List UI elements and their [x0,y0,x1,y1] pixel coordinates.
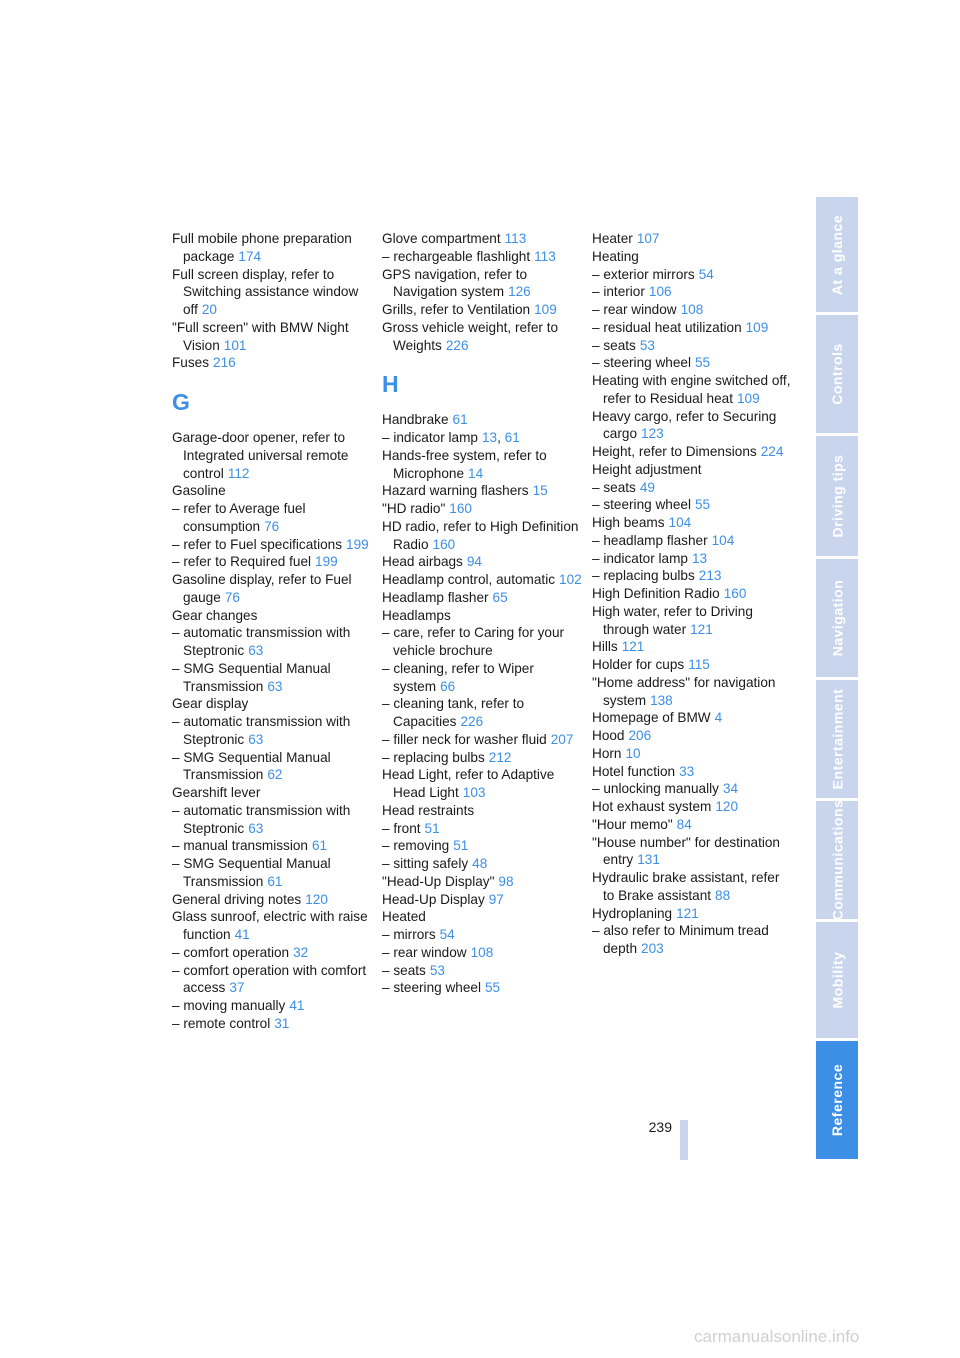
entry-text: – steering wheel [592,355,691,371]
entry-text: Heating with engine switched off, refer to Residual heat [592,373,791,406]
page-link[interactable]: 41 [289,998,305,1013]
index-entry [592,798,792,816]
page-link[interactable]: 13 [481,430,498,445]
page-link[interactable]: 213 [698,568,722,584]
entry-text: – rear window [382,944,467,960]
page-link[interactable]: 131 [637,852,660,868]
index-entry [382,731,582,749]
tab-label: Navigation [829,579,846,657]
entry-text: Hydraulic brake assistant, refer to Brake assistant [592,870,780,903]
index-entry [592,266,792,284]
page-link[interactable]: 160 [449,501,472,516]
entry-text: – replacing bulbs [382,749,485,765]
entry-text: – removing [382,838,450,854]
entry-text: Fuses [172,355,210,371]
page-link[interactable]: 53 [639,337,655,353]
page-link[interactable]: 15 [532,483,548,499]
page-number: 239 [648,1119,672,1135]
page-link[interactable]: 207 [550,731,574,747]
page-link[interactable]: 224 [760,444,784,459]
index-entry [172,837,372,855]
entry-text: GPS navigation, refer to Navigation system [382,266,528,300]
index-entry [592,638,792,656]
entry-text: – seats [592,479,636,495]
index-entry [382,447,582,483]
index-entry [592,763,792,781]
index-entry [382,411,582,429]
page-link[interactable]: 174 [238,248,262,264]
page-link[interactable]: 102 [559,572,582,587]
page-link[interactable]: 206 [628,728,652,743]
index-entry [592,834,792,870]
page-link[interactable]: 203 [641,941,664,956]
page-link[interactable]: 138 [650,692,673,708]
index-entry [592,461,792,479]
entry-text: Hot exhaust system [592,799,712,814]
tab-entertainment[interactable] [816,680,858,798]
page-link[interactable]: 123 [641,426,664,442]
page-link[interactable]: 126 [508,284,531,300]
index-entry [382,589,582,607]
entry-text: – headlamp flasher [592,532,708,548]
entry-text: – interior [592,284,645,300]
index-entry [382,802,582,820]
page-link[interactable]: 63 [248,731,264,747]
index-entry [592,550,792,568]
entry-text: "HD radio" [382,501,446,516]
page-link[interactable]: 65 [492,589,508,605]
page-link[interactable]: 66 [440,678,456,694]
entry-text: – unlocking manually [592,781,719,797]
page-link[interactable]: 121 [621,639,645,655]
index-entry [382,962,582,980]
index-entry [382,248,582,266]
page-link[interactable]: 20 [201,302,217,317]
entry-text: – manual transmission [172,838,308,854]
index-entry [382,429,582,447]
page-link[interactable]: 76 [264,518,280,534]
page-link[interactable]: 212 [488,749,512,765]
page-link[interactable]: 55 [695,497,711,513]
entry-text: Heating [592,248,639,264]
page-link[interactable]: 84 [676,816,692,832]
index-entry [172,891,372,909]
entry-text: Gasoline [172,483,226,499]
index-entry [172,266,372,319]
index-entry [172,802,372,838]
index-entry [382,873,582,891]
index-entry [172,536,372,554]
index-entry [382,301,582,319]
entry-text: Hands-free system, refer to Microphone [382,447,547,481]
entry-text: – refer to Fuel specifications [172,536,343,552]
entry-text: Glass sunroof, electric with raise function [172,909,368,942]
page-link[interactable]: 108 [680,302,704,317]
index-entry [592,301,792,319]
entry-text: – sitting safely [382,856,469,871]
index-entry [592,674,792,710]
entry-text: Full screen display, refer to Switching assistance window off [172,266,359,317]
entry-text: – rechargeable flashlight [382,248,531,264]
index-entry [592,656,792,674]
index-column-2 [382,230,582,997]
index-entry [382,979,582,997]
entry-text: Handbrake [382,412,449,428]
entry-text: Glove compartment [382,231,501,246]
entry-text: – automatic transmission with Steptronic [172,625,351,658]
index-entry [172,713,372,749]
entry-text: – replacing bulbs [592,568,695,584]
page-link[interactable]: 106 [648,284,672,300]
entry-text: HD radio, refer to High Definition Radio [382,518,579,552]
entry-text: Heavy cargo, refer to Securing cargo [592,408,777,442]
entry-text: – seats [382,962,426,978]
page-link[interactable]: 101 [223,337,247,353]
tab-reference[interactable] [816,1041,858,1159]
index-entry [382,855,582,873]
entry-text: Holder for cups [592,657,685,672]
index-entry [592,408,792,444]
page-link[interactable]: 54 [439,927,455,942]
index-entry [382,500,582,518]
page-separator: , [497,430,505,445]
index-entry [592,514,792,532]
page-link[interactable]: 63 [248,820,264,836]
entry-text: "Head-Up Display" [382,873,495,889]
entry-text: Gear display [172,696,249,712]
page-link[interactable]: 4 [714,710,723,726]
index-entry [172,553,372,571]
page-link[interactable]: 32 [293,944,309,960]
index-entry [172,319,372,355]
page-link[interactable]: 94 [466,554,482,570]
entry-text: – refer to Required fuel [172,554,312,570]
entry-text: "Full screen" with BMW Night Vision [172,319,349,353]
entry-text: Head airbags [382,554,463,570]
tab-label: Driving tips [829,454,846,538]
page-number-bar [680,1120,688,1160]
index-entry [172,855,372,891]
page-link[interactable]: 120 [715,799,739,814]
entry-text: – care, refer to Caring for your vehicle brochure [382,625,565,658]
page-link[interactable]: 34 [722,781,739,797]
entry-text: – comfort operation [172,944,290,960]
page-link[interactable]: 53 [429,962,445,978]
page-link[interactable]: 55 [485,980,501,996]
index-entry [592,354,792,372]
index-entry [382,944,582,962]
entry-text: "Home address" for navigation system [592,674,776,708]
index-entry [592,319,792,337]
page-link[interactable]: 31 [274,1015,290,1031]
page-link[interactable]: 216 [213,355,236,371]
entry-text: "House number" for destination entry [592,834,780,868]
page-link[interactable]: 103 [462,785,486,800]
entry-text: – SMG Sequential Manual Transmission [172,660,331,694]
tab-label: Entertainment [829,688,845,790]
index-entry [382,624,582,660]
tab-navigation[interactable] [816,559,858,677]
index-entry [382,266,582,302]
entry-text: General driving notes [172,891,302,907]
page-link[interactable]: 115 [688,657,710,672]
entry-text: – steering wheel [382,980,481,996]
page-link[interactable]: 108 [470,944,494,960]
index-entry [382,891,582,909]
entry-text: Full mobile phone preparation package [172,231,352,264]
page-link[interactable]: 226 [460,714,484,729]
page-link[interactable]: 97 [488,891,504,907]
tab-label: Mobility [829,951,846,1009]
page-link[interactable]: 63 [248,643,264,658]
page-link[interactable]: 113 [534,248,556,264]
tab-communications[interactable] [816,801,858,919]
entry-text: – indicator lamp [382,430,478,445]
index-entry [382,908,582,926]
entry-text: – cleaning, refer to Wiper system [382,660,534,694]
entry-text: – remote control [172,1015,271,1031]
page-link[interactable]: 13 [691,550,708,566]
section-tabs [816,197,858,1162]
tab-label: Communications [829,799,846,921]
index-entry [592,337,792,355]
entry-text: Head-Up Display [382,891,485,907]
entry-text: Hills [592,639,618,655]
page-link[interactable]: 121 [676,905,699,921]
tab-label: Controls [829,343,845,405]
page-link[interactable]: 120 [305,891,328,907]
index-entry [592,230,792,248]
index-entry [592,496,792,514]
index-entry [382,820,582,838]
entry-text: – mirrors [382,927,436,942]
index-entry [172,500,372,536]
entry-text: – rear window [592,302,677,317]
page-link[interactable]: 88 [715,887,731,903]
index-column-3 [592,230,792,958]
entry-text: Head Light, refer to Adaptive Head Light [382,767,555,800]
entry-text: – indicator lamp [592,550,688,566]
page-link[interactable]: 107 [636,231,660,246]
entry-text: – residual heat utilization [592,319,742,335]
entry-text: Hydroplaning [592,905,673,921]
page-link[interactable]: 98 [498,873,514,889]
page-link[interactable]: 37 [229,980,245,996]
entry-text: Height adjustment [592,461,702,477]
index-entry [382,553,582,571]
index-entry [382,518,582,554]
page-link[interactable]: 14 [468,465,484,481]
page-link[interactable]: 109 [534,302,557,317]
index-entry [592,532,792,550]
index-entry [172,571,372,607]
index-entry [382,607,582,625]
page-link[interactable]: 61 [312,838,328,854]
index-entry [592,727,792,745]
entry-text: Hazard warning flashers [382,483,529,499]
tab-mobility[interactable] [816,922,858,1038]
index-entry [592,283,792,301]
index-entry [592,709,792,727]
page-link[interactable]: 199 [315,554,338,570]
entry-text: – refer to Average fuel consumption [172,501,306,534]
page-link[interactable]: 112 [227,465,250,481]
index-entry [172,660,372,696]
entry-text: Height, refer to Dimensions [592,444,757,459]
index-entry [172,354,372,372]
index-entry [172,784,372,802]
index-entry [382,926,582,944]
entry-text: High water, refer to Driving through water [592,603,753,637]
page-link[interactable]: 10 [625,745,641,761]
index-entry [172,607,372,625]
page-link[interactable]: 49 [639,479,655,495]
index-entry [382,660,582,696]
index-entry [172,962,372,998]
entry-text: High beams [592,515,665,530]
index-entry [592,780,792,798]
index-entry [592,869,792,905]
page-link[interactable]: 55 [695,355,711,371]
page-link[interactable]: 121 [690,621,713,637]
page-link[interactable]: 160 [432,536,456,552]
entry-text: Heated [382,909,426,925]
page-link[interactable]: 160 [723,586,747,601]
index-entry [592,248,792,266]
index-entry [592,745,792,763]
entry-text: – front [382,820,421,836]
page-link[interactable]: 51 [453,838,469,854]
entry-text: – SMG Sequential Manual Transmission [172,856,331,889]
index-entry [592,567,792,585]
entry-text: – cleaning tank, refer to Capacities [382,696,525,729]
page-link[interactable]: 104 [711,532,735,548]
entry-text: Gearshift lever [172,785,261,800]
page-link[interactable]: 62 [267,767,283,783]
entry-text: – steering wheel [592,497,691,513]
entry-text: Garage-door opener, refer to Integrated universal remote control [172,430,349,481]
index-entry [172,482,372,500]
index-entry [592,585,792,603]
section-letter: G [172,389,190,415]
index-entry [592,816,792,834]
page-link[interactable]: 109 [745,319,769,335]
index-entry [172,1015,372,1033]
entry-text: – SMG Sequential Manual Transmission [172,749,331,783]
page-link[interactable]: 113 [504,231,527,246]
index-entry [382,482,582,500]
section-letter: H [382,371,399,398]
entry-text: Hood [592,728,625,743]
entry-text: Grills, refer to Ventilation [382,302,531,317]
entry-text: High Definition Radio [592,586,720,601]
index-entry [592,922,792,958]
index-entry [172,230,372,266]
entry-text: Heater [592,231,633,246]
watermark: carmanualsonline.info [694,1327,860,1346]
entry-text: – comfort operation with comfort access [172,962,367,996]
page-link[interactable]: 54 [698,266,714,282]
page-link[interactable]: 109 [736,390,760,406]
entry-text: Homepage of BMW [592,710,711,726]
tab-controls[interactable] [816,315,858,433]
index-entry [382,319,582,355]
index-entry [172,695,372,713]
page-link[interactable]: 61 [452,412,468,428]
page-link[interactable]: 61 [504,430,520,445]
index-entry [172,997,372,1015]
page-link[interactable]: 61 [267,873,283,889]
index-entry [592,905,792,923]
entry-text: "Hour memo" [592,816,673,832]
index-entry [592,479,792,497]
entry-text: – exterior mirrors [592,266,695,282]
tab-label: Reference [829,1063,846,1137]
page-link[interactable]: 48 [472,856,488,871]
entry-text: Headlamps [382,607,451,623]
tab-at-a-glance[interactable] [816,197,858,312]
index-entry [382,230,582,248]
index-entry [382,749,582,767]
entry-text: Headlamp flasher [382,589,489,605]
entry-text: – automatic transmission with Steptronic [172,714,351,747]
index-column-1 [172,230,372,1033]
page-link[interactable]: 76 [224,589,240,605]
entry-text: – seats [592,337,636,353]
page-link[interactable]: 51 [424,820,440,836]
index-entry [172,908,372,944]
entry-text: – filler neck for washer fluid [382,731,547,747]
page-link[interactable]: 41 [234,927,250,942]
index-entry [172,749,372,785]
index-entry [172,429,372,482]
page-link[interactable]: 226 [445,337,469,353]
entry-text: – moving manually [172,998,286,1013]
entry-text: Gasoline display, refer to Fuel gauge [172,572,352,605]
entry-text: Gear changes [172,607,258,623]
index-entry [172,624,372,660]
entry-text: Hotel function [592,763,676,779]
entry-text: Horn [592,745,622,761]
index-entry [172,944,372,962]
entry-text: – automatic transmission with Steptronic [172,802,351,836]
index-entry [592,443,792,461]
entry-text: Headlamp control, automatic [382,572,556,587]
index-entry [382,571,582,589]
index-entry [592,372,792,408]
index-entry [592,603,792,639]
page-link[interactable]: 104 [668,515,692,530]
index-entry [382,837,582,855]
tab-driving-tips[interactable] [816,436,858,556]
tab-label: At a glance [829,214,846,295]
page-link[interactable]: 199 [346,536,369,552]
entry-text: – also refer to Minimum tread depth [592,923,769,956]
entry-text: Head restraints [382,802,475,818]
page-link[interactable]: 33 [679,763,695,779]
entry-text: Gross vehicle weight, refer to Weights [382,319,559,353]
page-link[interactable]: 63 [267,678,283,694]
index-entry [382,766,582,802]
index-entry [382,695,582,731]
